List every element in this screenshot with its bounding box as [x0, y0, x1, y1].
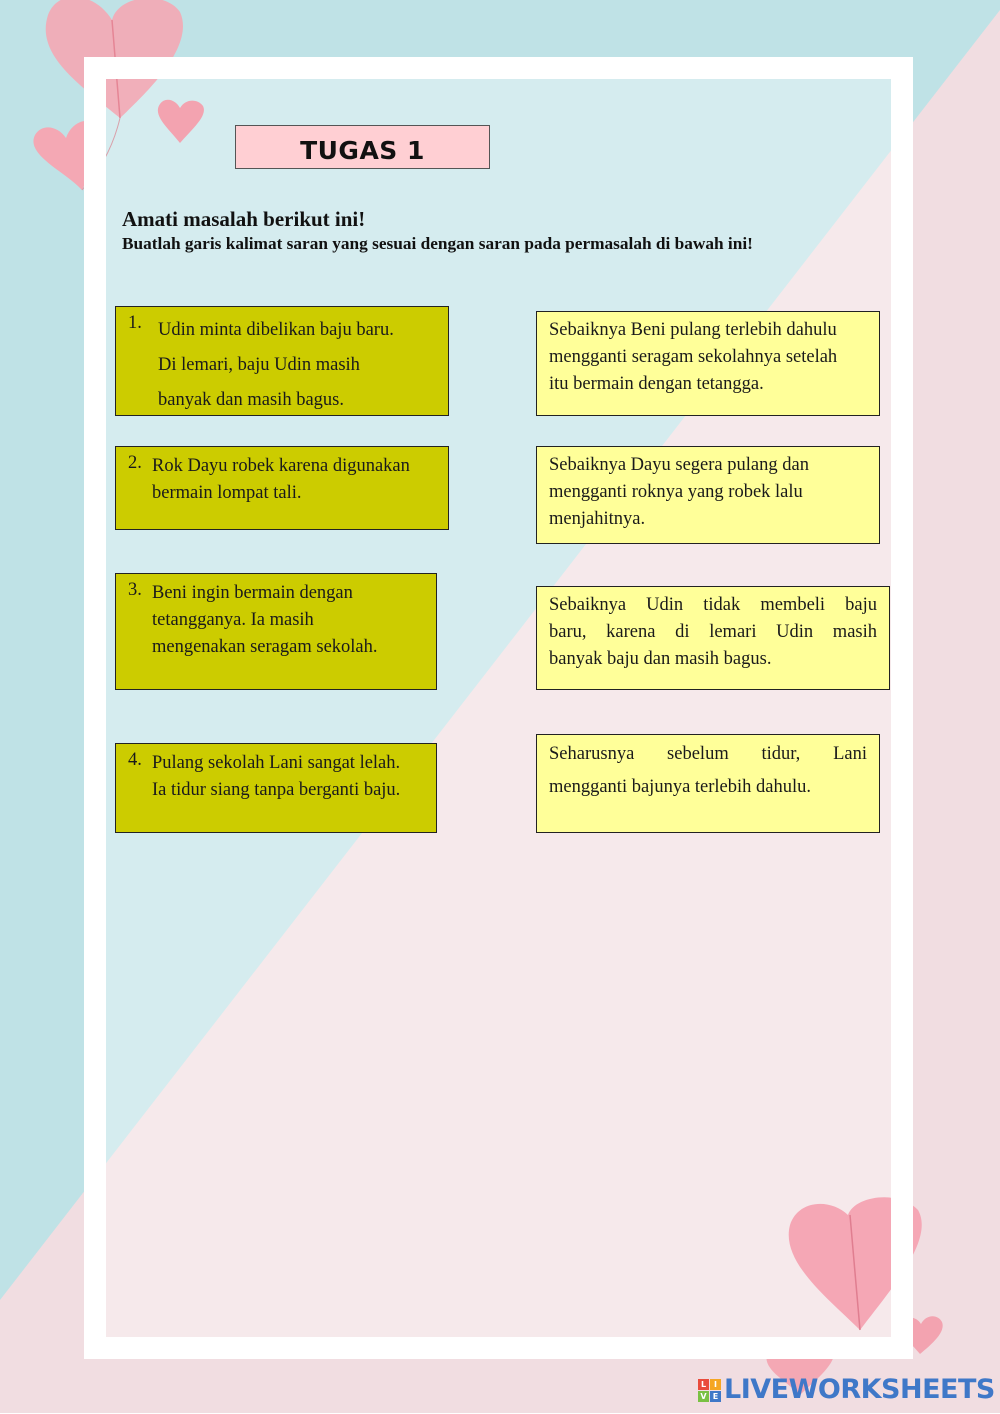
- problem-card-4[interactable]: [115, 743, 437, 833]
- problem-line: banyak dan masih bagus.: [158, 390, 344, 410]
- problem-line: bermain lompat tali.: [152, 483, 302, 503]
- problem-line: Pulang sekolah Lani sangat lelah.: [152, 753, 401, 773]
- title-box: [235, 125, 490, 169]
- problem-line: Rok Dayu robek karena digunakan: [152, 456, 410, 476]
- suggestion-line: baru, karena di lemari Udin masih: [549, 622, 877, 642]
- instruction: Buatlah garis kalimat saran yang sesuai dengan saran pada permasalah di bawah ini!: [122, 234, 753, 253]
- suggestion-line: itu bermain dengan tetangga.: [549, 374, 764, 394]
- problem-line: mengenakan seragam sekolah.: [152, 637, 378, 657]
- suggestion-line: mengganti seragam sekolahnya setelah: [549, 347, 838, 367]
- problem-line: tetangganya. Ia masih: [152, 610, 314, 630]
- suggestion-line: Sebaiknya Beni pulang terlebih dahulu: [549, 320, 837, 340]
- liveworksheets-watermark: [698, 1374, 998, 1414]
- suggestion-line: menjahitnya.: [549, 509, 646, 529]
- suggestion-line: Sebaiknya Dayu segera pulang dan: [549, 455, 809, 475]
- liveworksheets-logo-icon: L I V E: [698, 1379, 722, 1403]
- problem-line: Di lemari, baju Udin masih: [158, 355, 360, 375]
- suggestion-card-1[interactable]: [536, 311, 880, 416]
- problem-number: 1.: [128, 313, 142, 333]
- suggestion-card-3[interactable]: [536, 586, 890, 690]
- problem-number: 3.: [128, 580, 142, 600]
- watermark-text: LIVEWORKSHEETS: [724, 1374, 995, 1405]
- suggestion-card-4[interactable]: [536, 734, 880, 833]
- suggestion-line: Sebaiknya Udin tidak membeli baju: [549, 595, 877, 615]
- suggestion-line: mengganti bajunya terlebih dahulu.: [549, 777, 812, 797]
- problem-number: 2.: [128, 453, 142, 473]
- problem-number: 4.: [128, 750, 142, 770]
- problem-card-3[interactable]: [115, 573, 437, 690]
- suggestion-card-2[interactable]: [536, 446, 880, 544]
- problem-card-2[interactable]: [115, 446, 449, 530]
- suggestion-line: banyak baju dan masih bagus.: [549, 649, 772, 669]
- problem-card-1[interactable]: [115, 306, 449, 416]
- suggestion-line: mengganti roknya yang robek lalu: [549, 482, 803, 502]
- heading: Amati masalah berikut ini!: [122, 207, 366, 231]
- problem-line: Beni ingin bermain dengan: [152, 583, 353, 603]
- problem-line: Udin minta dibelikan baju baru.: [158, 320, 394, 340]
- page-title: TUGAS 1: [300, 136, 425, 165]
- suggestion-line: Seharusnya sebelum tidur, Lani: [549, 744, 867, 764]
- problem-line: Ia tidur siang tanpa berganti baju.: [152, 780, 401, 800]
